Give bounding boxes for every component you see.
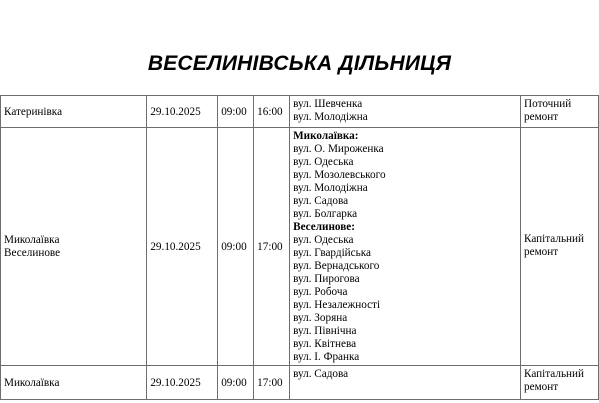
end-time-cell: 17:00 [254,366,290,400]
start-time-cell: 09:00 [218,366,254,400]
street-item: вул. Робоча [293,286,348,298]
streets-cell [290,366,521,400]
street-group-heading: Миколаївка: [293,130,359,142]
settlement-cell: Катеринівка [1,96,147,128]
table-row [1,96,599,128]
work-type-cell: Поточний ремонт [521,96,599,128]
street-item: вул. Одеська [293,156,354,168]
work-type-cell: Капітальний ремонт [521,128,599,366]
settlement-cell [1,128,147,366]
street-item: вул. Пирогова [293,273,360,285]
street-item: вул. Садова [293,368,349,380]
street-item: вул. Шевченка [293,98,363,110]
settlement-name: Миколаївка [4,234,60,246]
street-item: вул. Північна [293,325,357,337]
street-item: вул. Мозолевського [293,169,386,181]
street-item: вул. Одеська [293,234,354,246]
street-item: вул. Гвардійська [293,247,371,259]
street-item: вул. І. Франка [293,351,360,363]
end-time-cell: 17:00 [254,128,290,366]
section-title: ВЕСЕЛИНІВСЬКА ДІЛЬНИЦЯ [147,52,452,75]
street-item: вул. Квітнева [293,338,357,350]
street-group-heading: Веселинове: [293,221,355,233]
street-item: вул. Садова [293,195,349,207]
date-cell: 29.10.2025 [147,96,218,128]
street-item: вул. Молодіжна [293,111,368,123]
table-row [1,366,599,400]
street-item: вул. Незалежності [293,299,381,311]
date-cell: 29.10.2025 [147,366,218,400]
start-time-cell: 09:00 [218,96,254,128]
street-item: вул. Вернадського [293,260,380,272]
outage-schedule-table [0,95,599,400]
street-item: вул. Молодіжна [293,182,368,194]
street-item: вул. Болгарка [293,208,358,220]
table-row [1,128,599,366]
work-type-cell: Капітальний ремонт [521,366,599,400]
date-cell: 29.10.2025 [147,128,218,366]
end-time-cell: 16:00 [254,96,290,128]
settlement-name: Веселинове [4,247,61,259]
start-time-cell: 09:00 [218,128,254,366]
street-item: вул. Зоряна [293,312,348,324]
settlement-cell: Миколаївка [1,366,147,400]
streets-cell [290,96,521,128]
street-item: вул. О. Мироженка [293,143,384,155]
streets-cell [290,128,521,366]
